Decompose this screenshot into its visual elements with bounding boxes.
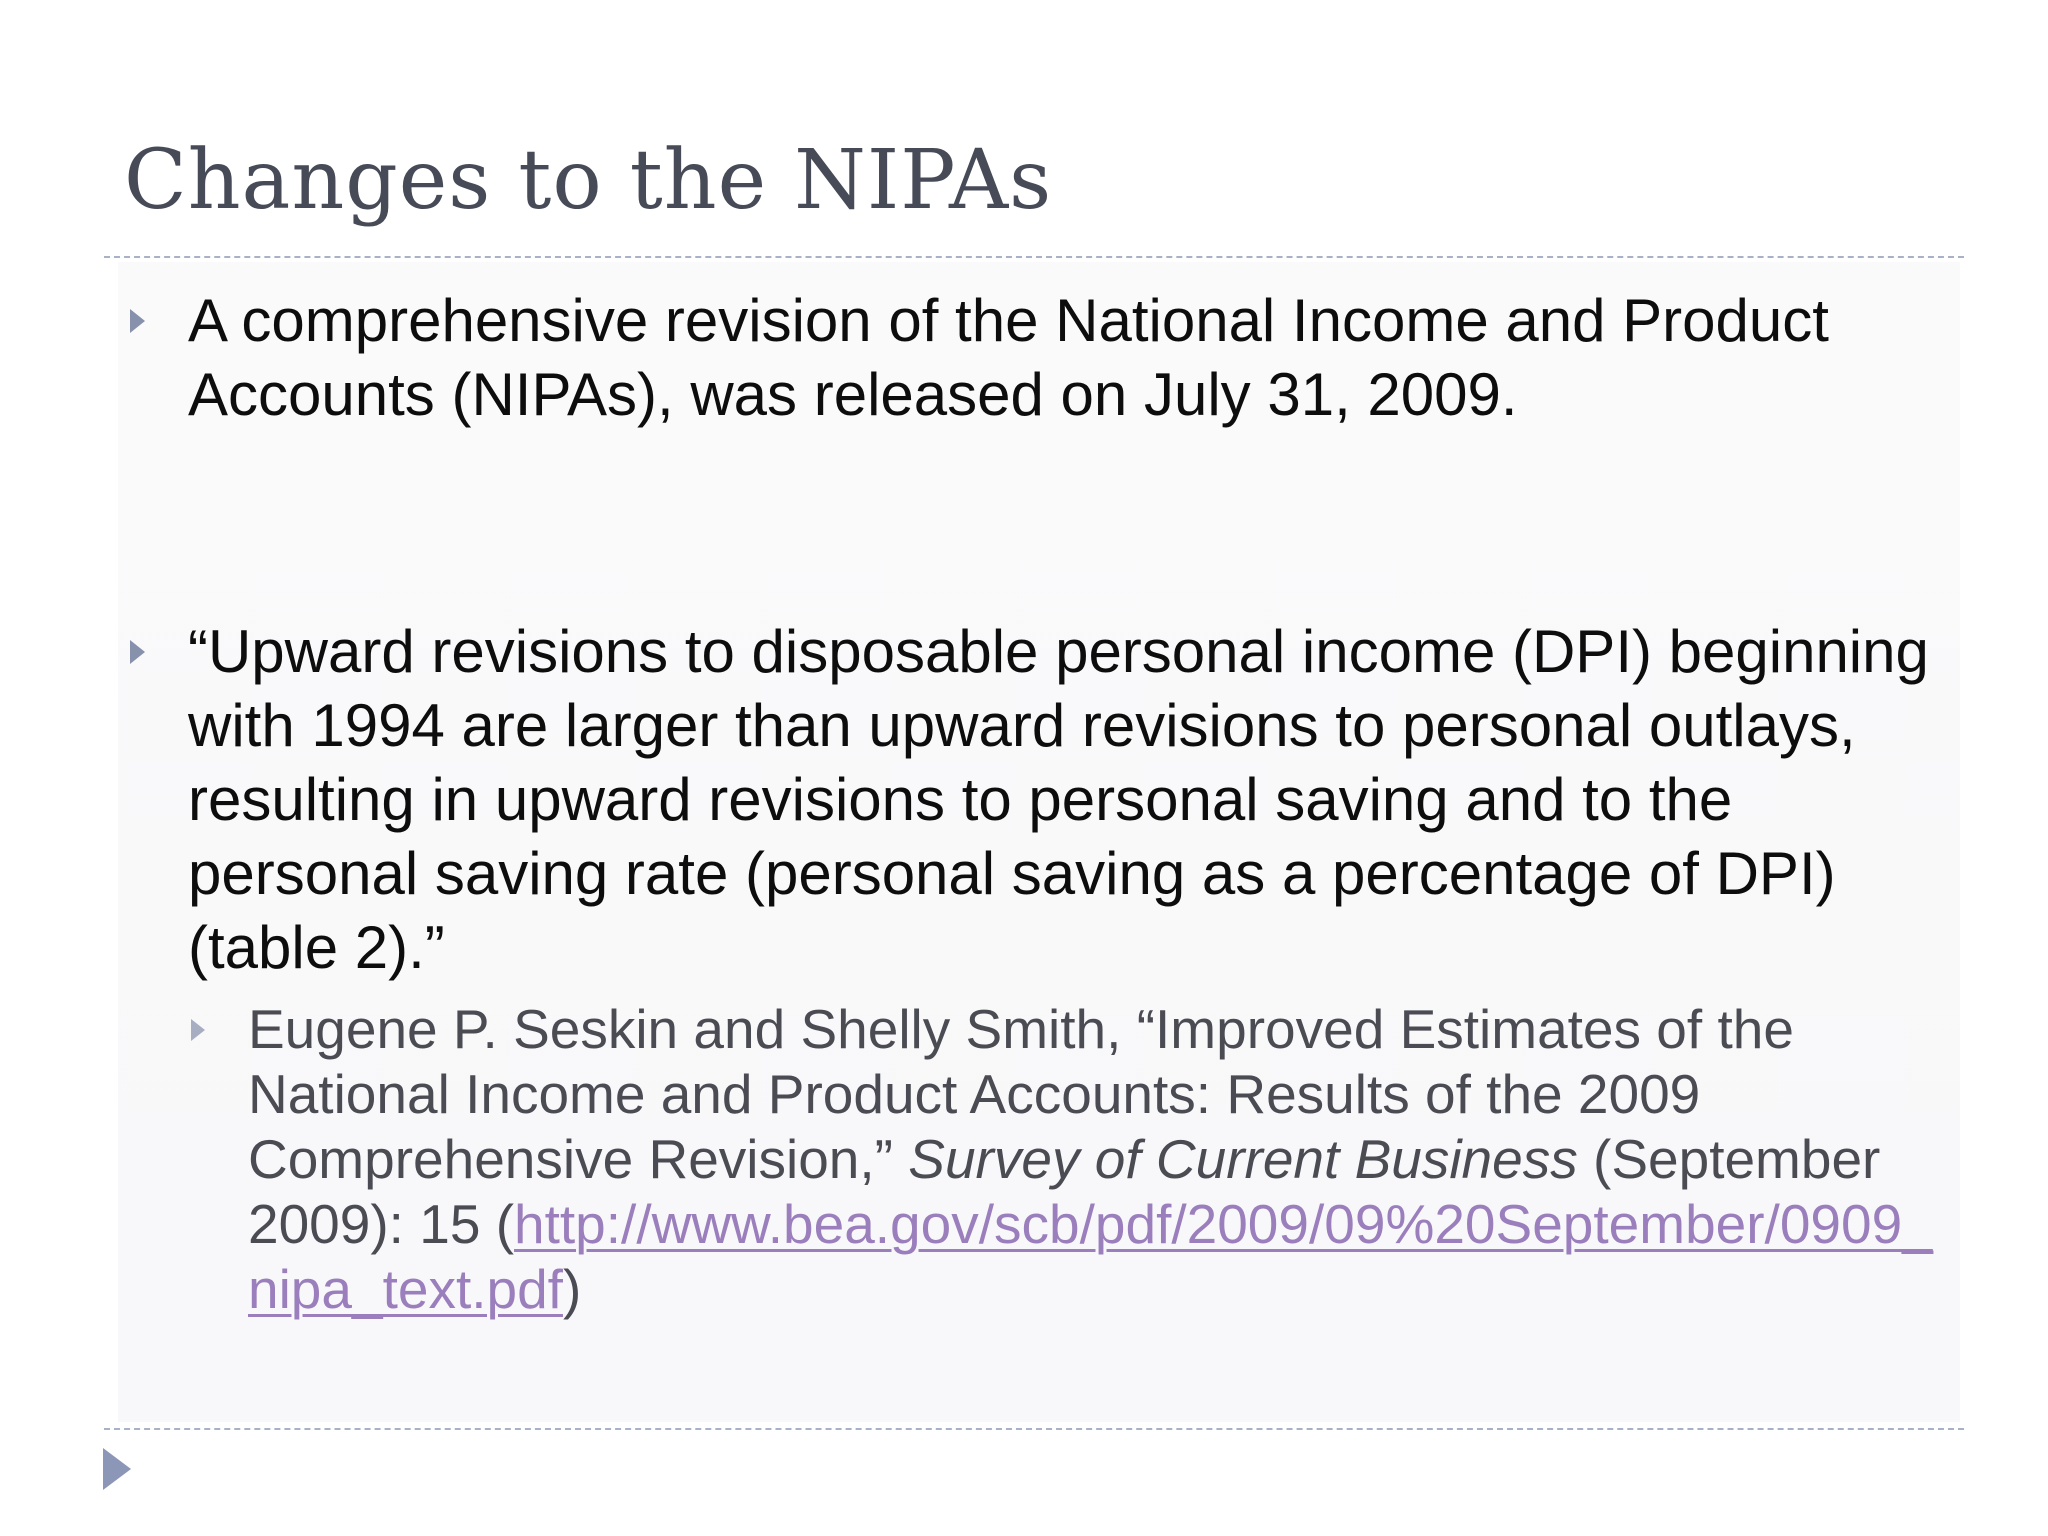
- slide-title: Changes to the NIPAs: [124, 133, 1053, 228]
- bullet-triangle-icon: [130, 309, 145, 333]
- citation-journal: Survey of Current Business: [908, 1128, 1578, 1190]
- footer-divider: [104, 1428, 1964, 1430]
- citation-authors-article: Eugene P. Seskin and Shelly Smith, “Improved Estimates of the National Income and Product Accounts: Results of the 2009 Comprehensive Revision,”: [248, 998, 1794, 1190]
- citation-subbullet: [248, 997, 1958, 1322]
- title-divider: [104, 256, 1964, 258]
- citation-paren-open: (: [495, 1193, 515, 1255]
- citation-link[interactable]: http://www.bea.gov/scb/pdf/2009/09%20September/0909_nipa_text.pdf: [248, 1193, 1933, 1320]
- bullet-item: [188, 284, 1958, 432]
- bullet-item: [188, 615, 1958, 985]
- bullet-text: A comprehensive revision of the National Income and Product Accounts (NIPAs), was released on July 31, 2009.: [188, 287, 1829, 428]
- play-arrow-icon[interactable]: [103, 1448, 131, 1490]
- bullet-triangle-icon: [130, 640, 145, 664]
- citation-issue-page: (September 2009): 15: [248, 1128, 1881, 1255]
- sub-bullet-triangle-icon: [191, 1019, 205, 1041]
- bullet-text: “Upward revisions to disposable personal income (DPI) beginning with 1994 are larger than upward revisions to personal outlays, resulting in upward revisions to personal saving and to the personal saving rate (personal saving as a percentage of DPI) (table 2).”: [188, 618, 1929, 981]
- citation-paren-close: ): [562, 1258, 582, 1320]
